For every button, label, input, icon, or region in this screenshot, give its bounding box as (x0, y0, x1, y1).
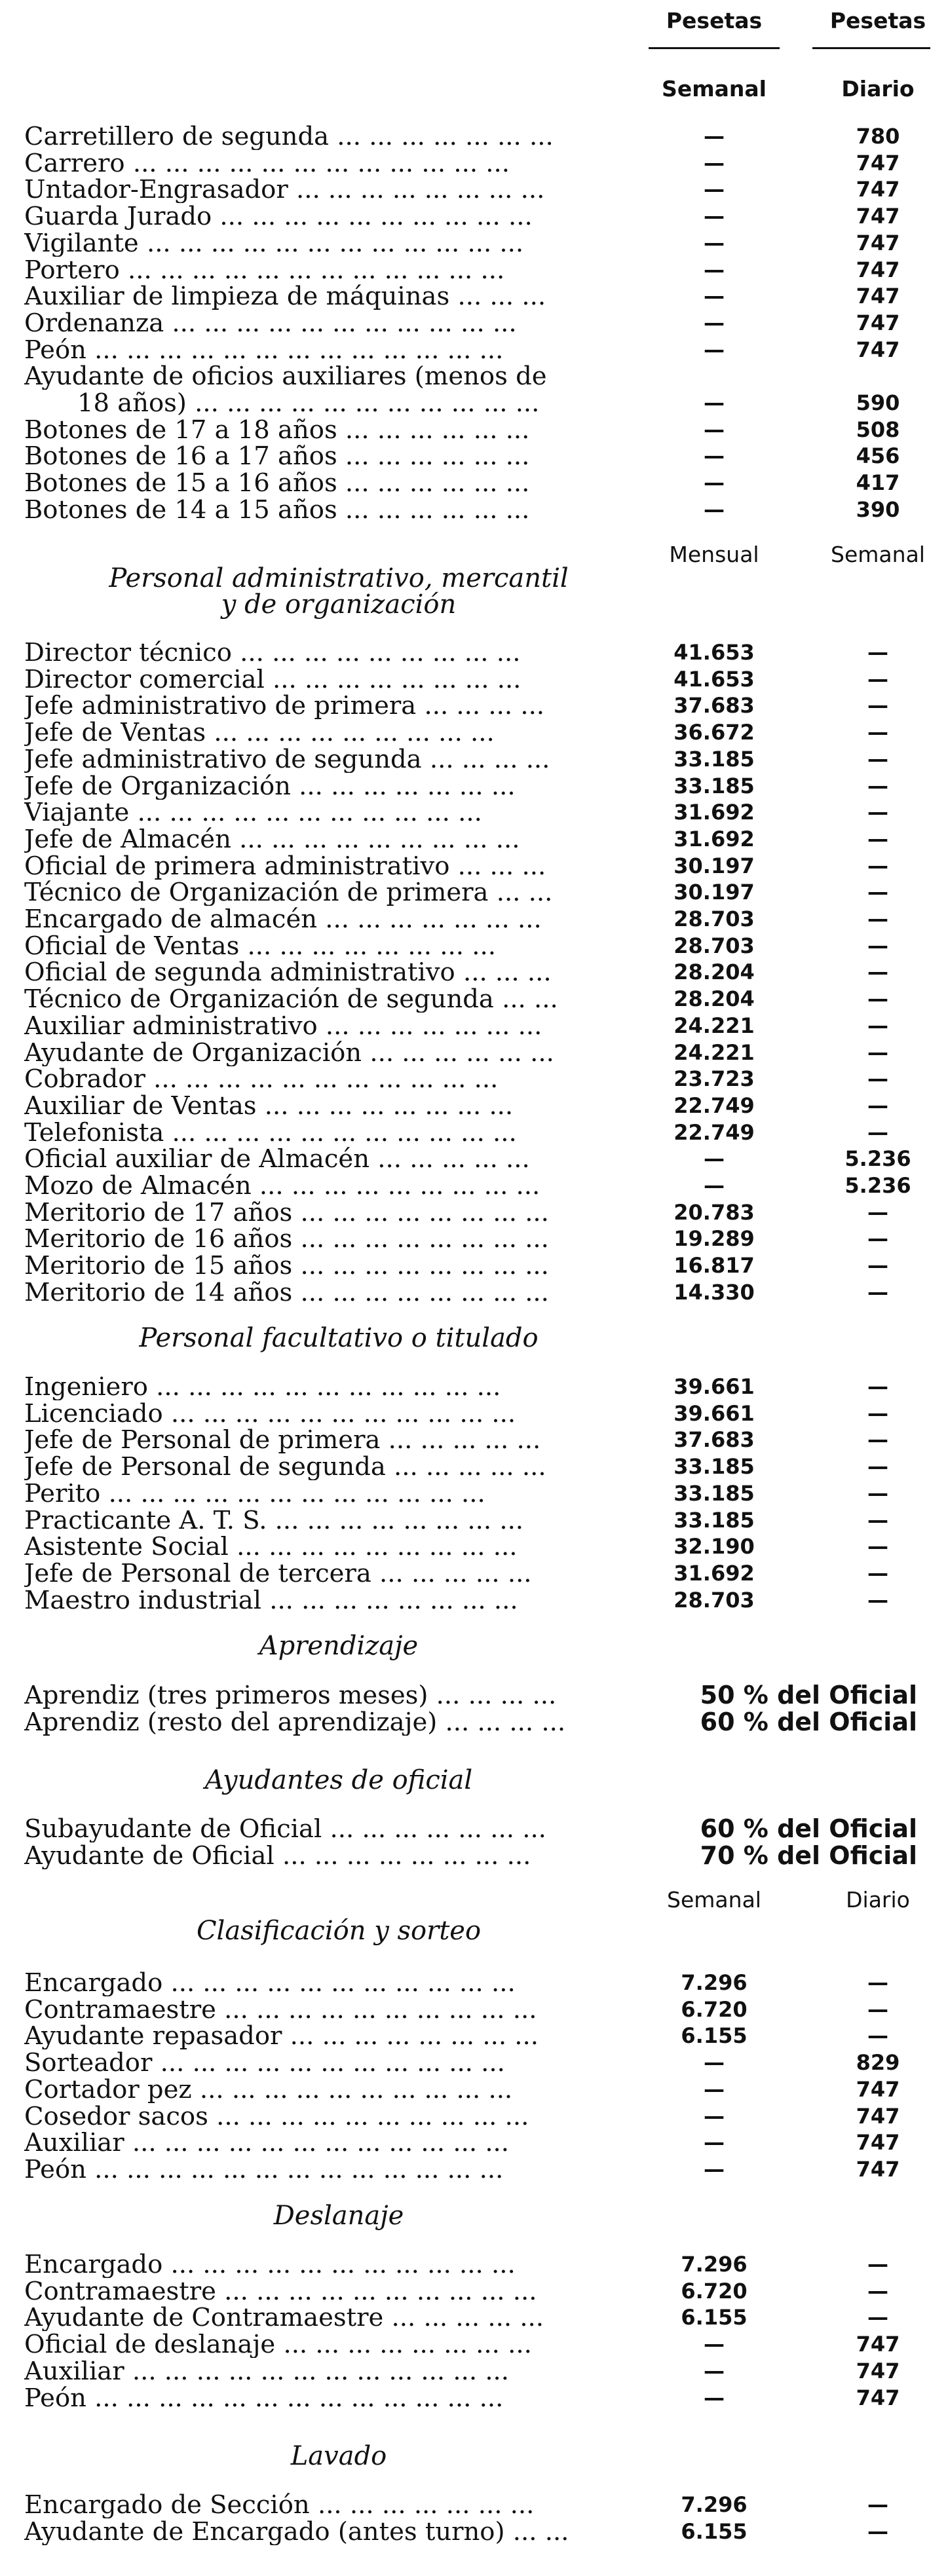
admin-row-label: Jefe de Organización ... ... ... ... ... ... ... (24, 772, 516, 800)
admin-row-label: Jefe de Ventas ... ... ... ... ... ... ... ... ... (24, 719, 495, 747)
admin-row-col1-value: 30.197 (673, 880, 755, 905)
clasificacion-row-label: Sorteador ... ... ... ... ... ... ... ... ... ... ... (24, 2049, 505, 2077)
admin-row-col2-value: — (867, 880, 888, 905)
clasificacion-row-col2-value: — (867, 2023, 888, 2049)
clasificacion-row-label: Ayudante repasador ... ... ... ... ... ... ... ... (24, 2023, 539, 2050)
admin-row-label: Oficial de primera administrativo ... ... ... (24, 852, 546, 880)
facultativo-row-col1-value: 33.185 (673, 1454, 755, 1480)
clasificacion-row-label: Contramaestre ... ... ... ... ... ... ... ... ... ... (24, 1996, 537, 2023)
operario-row-col2-value: 590 (856, 390, 900, 415)
admin-row-col2-value: — (867, 986, 888, 1012)
section-title-admin: Personal administrativo, mercantil (109, 563, 569, 593)
section-title-lavado: Lavado (290, 2441, 387, 2471)
admin-row-col2-value: — (867, 1092, 888, 1118)
admin-row-label: Director técnico ... ... ... ... ... ... ... ... ... (24, 639, 521, 666)
operario-row-col2-value: 747 (856, 204, 900, 229)
col2-header-rule (812, 47, 930, 49)
admin-row-label: Director comercial ... ... ... ... ... ... ... ... (24, 665, 521, 693)
admin-row-col1-value: — (704, 1146, 725, 1172)
admin-row-col2-value: — (867, 693, 888, 719)
facultativo-row-col2-value: — (867, 1507, 888, 1533)
section-title-clasificacion: Clasificación y sorteo (196, 1916, 482, 1946)
operario-row-label: Botones de 16 a 17 años ... ... ... ... ... ... (24, 443, 530, 470)
clasificacion-row-col1-value: 6.155 (681, 2023, 748, 2049)
facultativo-row-col2-value: — (867, 1534, 888, 1559)
facultativo-row-col1-value: 33.185 (673, 1480, 755, 1506)
admin-row-label: Oficial de segunda administrativo ... ... ... (24, 959, 552, 986)
facultativo-row-col1-value: 33.185 (673, 1507, 755, 1533)
admin-row-col2-value: — (867, 906, 888, 931)
admin-row-label: Meritorio de 17 años ... ... ... ... ... ... ... ... (24, 1199, 549, 1226)
facultativo-row-col2-value: — (867, 1454, 888, 1480)
facultativo-row-col1-value: 31.692 (673, 1560, 755, 1586)
section-title-deslanaje: Deslanaje (273, 2201, 404, 2231)
admin-row-col1-value: 33.185 (673, 773, 755, 798)
operario-row-col1-value: — (704, 470, 725, 496)
deslanaje-row-label: Oficial de deslanaje ... ... ... ... ... ... ... ... (24, 2331, 532, 2359)
aprendizaje-row-percentage: 60 % del Oficial (700, 1707, 917, 1736)
clasificacion-row-col1-value: — (704, 2076, 725, 2102)
admin-row-label: Jefe administrativo de segunda ... ... ... ... (24, 745, 550, 773)
clasificacion-row-col1-value: — (704, 2156, 725, 2182)
admin-row-col2-value: — (867, 1066, 888, 1092)
clasificacion-row-col2-value: 747 (856, 2130, 900, 2156)
clasificacion-row-col1-value: — (704, 2050, 725, 2076)
operario-row-col1-value: — (704, 443, 725, 469)
ayudantes-row-percentage: 60 % del Oficial (700, 1814, 917, 1843)
admin-row-col1-value: 33.185 (673, 746, 755, 772)
section-title-ayudantes: Ayudantes de oficial (204, 1765, 473, 1795)
lavado-row-label: Ayudante de Encargado (antes turno) ... ... (24, 2518, 569, 2545)
facultativo-row-label: Maestro industrial ... ... ... ... ... ... ... ... (24, 1586, 518, 1614)
operario-row-col1-value: — (704, 124, 725, 149)
clasificacion-row-col1-value: 7.296 (681, 1970, 748, 1995)
clasificacion-row-label: Cosedor sacos ... ... ... ... ... ... ... ... ... ... (24, 2102, 529, 2130)
facultativo-row-label: Perito ... ... ... ... ... ... ... ... ... ... ... ... (24, 1480, 485, 1507)
admin-col2-header: Semanal (831, 542, 925, 567)
operario-row-col1-value: — (704, 390, 725, 415)
admin-row-label: Técnico de Organización de primera ... ... (24, 879, 553, 906)
facultativo-row-col2-value: — (867, 1560, 888, 1586)
operario-row-col2-value: 456 (856, 443, 900, 469)
admin-row-label: Auxiliar de Ventas ... ... ... ... ... ... ... ... (24, 1092, 514, 1119)
operario-row-col2-value: 390 (856, 496, 900, 522)
col1-header-rule (649, 47, 780, 49)
operario-row-col2-value: 747 (856, 230, 900, 255)
col2-unit-header: Diario (841, 76, 915, 102)
section-title-aprendizaje: Aprendizaje (259, 1631, 419, 1661)
admin-row-col1-value: 24.221 (673, 1013, 755, 1038)
operario-row-col1-value: — (704, 177, 725, 202)
admin-row-col1-value: 37.683 (673, 693, 755, 719)
aprendizaje-row-label: Aprendiz (resto del aprendizaje) ... ... ... ... (24, 1708, 566, 1736)
admin-row-col2-value: — (867, 1119, 888, 1145)
deslanaje-row-col1-value: — (704, 2332, 725, 2357)
col2-currency-header: Pesetas (829, 8, 926, 33)
facultativo-row-col1-value: 39.661 (673, 1374, 755, 1399)
aprendizaje-row-label: Aprendiz (tres primeros meses) ... ... ... ... (24, 1682, 557, 1709)
admin-row-label: Oficial de Ventas ... ... ... ... ... ... ... ... (24, 932, 496, 960)
operario-row-label: Portero ... ... ... ... ... ... ... ... ... ... ... ... (24, 256, 505, 284)
admin-row-col2-value: — (867, 1279, 888, 1305)
admin-row-label: Meritorio de 16 años ... ... ... ... ... ... ... ... (24, 1225, 549, 1253)
deslanaje-row-col2-value: — (867, 2252, 888, 2277)
admin-row-col2-value: — (867, 640, 888, 665)
admin-row-label: Técnico de Organización de segunda ... ... (24, 986, 558, 1013)
operario-row-col1-value: — (704, 204, 725, 229)
admin-row-col1-value: 19.289 (673, 1226, 755, 1252)
col1-unit-header: Semanal (662, 76, 767, 102)
facultativo-row-col1-value: 28.703 (673, 1587, 755, 1613)
admin-row-label: Oficial auxiliar de Almacén ... ... ... ... ... (24, 1146, 530, 1173)
deslanaje-row-col1-value: 6.155 (681, 2305, 748, 2330)
deslanaje-row-col2-value: — (867, 2305, 888, 2330)
admin-row-col2-value: 5.236 (844, 1146, 911, 1172)
admin-row-col1-value: 36.672 (673, 720, 755, 745)
deslanaje-row-col1-value: 7.296 (681, 2252, 748, 2277)
admin-row-col2-value: — (867, 1039, 888, 1065)
admin-row-label: Encargado de almacén ... ... ... ... ... ... ... (24, 906, 542, 933)
facultativo-row-label: Practicante A. T. S. ... ... ... ... ... ... ... ... (24, 1506, 524, 1534)
admin-row-col1-value: 30.197 (673, 853, 755, 878)
clasificacion-row-label: Encargado ... ... ... ... ... ... ... ... ... ... ... (24, 1969, 516, 1996)
admin-row-col1-value: — (704, 1173, 725, 1198)
operario-row-label: 18 años) ... ... ... ... ... ... ... ... ... ... ... (77, 390, 540, 417)
operario-row-label: Auxiliar de limpieza de máquinas ... ... ... (24, 283, 546, 310)
clasificacion-row-col2-value: 747 (856, 2156, 900, 2182)
admin-row-col2-value: — (867, 826, 888, 851)
ayudantes-row-percentage: 70 % del Oficial (700, 1840, 917, 1870)
facultativo-row-label: Jefe de Personal de primera ... ... ... ... ... (24, 1427, 541, 1454)
deslanaje-row-col1-value: 6.720 (681, 2278, 748, 2304)
section-title-admin-cont: y de organización (221, 589, 457, 620)
facultativo-row-label: Jefe de Personal de segunda ... ... ... ... ... (24, 1453, 546, 1481)
admin-row-col1-value: 23.723 (673, 1066, 755, 1092)
admin-row-label: Jefe administrativo de primera ... ... ... ... (24, 692, 545, 720)
admin-row-col1-value: 16.817 (673, 1253, 755, 1279)
clasificacion-row-col1-value: — (704, 2103, 725, 2129)
clasificacion-row-label: Cortador pez ... ... ... ... ... ... ... ... ... ... (24, 2076, 513, 2103)
operario-row-label: Ordenanza ... ... ... ... ... ... ... ... ... ... ... (24, 309, 517, 337)
ayudantes-row-label: Ayudante de Oficial ... ... ... ... ... ... ... ... (24, 1842, 531, 1869)
lavado-row-col2-value: — (867, 2518, 888, 2544)
lavado-row-col2-value: — (867, 2492, 888, 2517)
operario-row-label: Botones de 15 a 16 años ... ... ... ... ... ... (24, 470, 530, 497)
admin-row-col1-value: 22.749 (673, 1092, 755, 1118)
admin-row-label: Viajante ... ... ... ... ... ... ... ... ... ... ... (24, 799, 482, 827)
deslanaje-row-col1-value: — (704, 2385, 725, 2410)
facultativo-row-col2-value: — (867, 1480, 888, 1506)
facultativo-row-col2-value: — (867, 1400, 888, 1426)
admin-row-col1-value: 28.204 (673, 960, 755, 985)
clasificacion-row-col2-value: 829 (856, 2050, 900, 2076)
admin-row-col1-value: 14.330 (673, 1279, 755, 1305)
admin-row-col1-value: 28.703 (673, 933, 755, 958)
operario-row-col1-value: — (704, 230, 725, 255)
operario-row-label: Ayudante de oficios auxiliares (menos de (24, 363, 547, 390)
admin-row-col2-value: — (867, 853, 888, 878)
lavado-row-col1-value: 7.296 (681, 2492, 748, 2517)
admin-row-col1-value: 31.692 (673, 800, 755, 825)
operario-row-label: Peón ... ... ... ... ... ... ... ... ... ... ... ... ... (24, 336, 504, 364)
operario-row-label: Carretillero de segunda ... ... ... ... ... ... ... (24, 123, 554, 150)
clasificacion-row-col1-value: 6.720 (681, 1996, 748, 2022)
deslanaje-row-col1-value: — (704, 2358, 725, 2383)
deslanaje-row-label: Encargado ... ... ... ... ... ... ... ... ... ... ... (24, 2251, 516, 2278)
deslanaje-row-col2-value: 747 (856, 2358, 900, 2383)
admin-row-label: Meritorio de 15 años ... ... ... ... ... ... ... ... (24, 1252, 549, 1280)
facultativo-row-col1-value: 39.661 (673, 1400, 755, 1426)
operario-row-col2-value: 508 (856, 417, 900, 442)
operario-row-label: Botones de 14 a 15 años ... ... ... ... ... ... (24, 496, 530, 523)
clasificacion-row-col1-value: — (704, 2130, 725, 2156)
admin-row-col2-value: — (867, 933, 888, 958)
col1-currency-header: Pesetas (666, 8, 763, 33)
operario-row-col1-value: — (704, 417, 725, 442)
clasificacion-row-col2-value: — (867, 1970, 888, 1995)
admin-row-col2-value: — (867, 720, 888, 745)
operario-row-col2-value: 747 (856, 337, 900, 362)
facultativo-row-label: Asistente Social ... ... ... ... ... ... ... ... ... (24, 1533, 518, 1561)
operario-row-label: Botones de 17 a 18 años ... ... ... ... ... ... (24, 416, 530, 443)
clasif-col1-header: Semanal (667, 1887, 761, 1913)
operario-row-col2-value: 780 (856, 124, 900, 149)
admin-col1-header: Mensual (669, 542, 759, 567)
admin-row-col1-value: 41.653 (673, 640, 755, 665)
deslanaje-row-label: Auxiliar ... ... ... ... ... ... ... ... ... ... ... ... (24, 2357, 510, 2385)
deslanaje-row-col2-value: 747 (856, 2385, 900, 2410)
operario-row-label: Untador-Engrasador ... ... ... ... ... ... ... ... (24, 176, 545, 204)
clasificacion-row-label: Peón ... ... ... ... ... ... ... ... ... ... ... ... ... (24, 2156, 504, 2183)
admin-row-col1-value: 28.703 (673, 906, 755, 931)
facultativo-row-col2-value: — (867, 1587, 888, 1613)
admin-row-label: Auxiliar administrativo ... ... ... ... ... ... ... (24, 1012, 542, 1039)
operario-row-col1-value: — (704, 337, 725, 362)
operario-row-label: Vigilante ... ... ... ... ... ... ... ... ... ... ... ... (24, 229, 524, 257)
operario-row-col2-value: 747 (856, 310, 900, 335)
admin-row-col1-value: 41.653 (673, 666, 755, 692)
admin-row-label: Meritorio de 14 años ... ... ... ... ... ... ... ... (24, 1279, 549, 1306)
admin-row-col1-value: 20.783 (673, 1199, 755, 1225)
admin-row-col2-value: — (867, 666, 888, 692)
admin-row-col2-value: 5.236 (844, 1173, 911, 1198)
lavado-row-label: Encargado de Sección ... ... ... ... ... ... ... (24, 2492, 535, 2518)
admin-row-label: Mozo de Almacén ... ... ... ... ... ... ... ... ... (24, 1172, 540, 1199)
ayudantes-row-label: Subayudante de Oficial ... ... ... ... ... ... ... (24, 1816, 546, 1842)
deslanaje-row-col2-value: — (867, 2278, 888, 2304)
operario-row-col1-value: — (704, 257, 725, 282)
operario-row-col1-value: — (704, 284, 725, 309)
facultativo-row-col2-value: — (867, 1427, 888, 1453)
operario-row-col1-value: — (704, 310, 725, 335)
admin-row-col1-value: 24.221 (673, 1039, 755, 1065)
operario-row-col2-value: 747 (856, 257, 900, 282)
operario-row-label: Guarda Jurado ... ... ... ... ... ... ... ... ... ... (24, 203, 533, 231)
operario-row-col1-value: — (704, 496, 725, 522)
admin-row-col1-value: 31.692 (673, 826, 755, 851)
aprendizaje-row-percentage: 50 % del Oficial (700, 1681, 917, 1709)
admin-row-col2-value: — (867, 960, 888, 985)
admin-row-col1-value: 28.204 (673, 986, 755, 1012)
deslanaje-row-label: Peón ... ... ... ... ... ... ... ... ... ... ... ... ... (24, 2384, 504, 2412)
admin-row-col2-value: — (867, 800, 888, 825)
operario-row-col1-value: — (704, 150, 725, 176)
lavado-row-col1-value: 6.155 (681, 2518, 748, 2544)
operario-row-col2-value: 417 (856, 470, 900, 496)
operario-row-col2-value: 747 (856, 150, 900, 176)
facultativo-row-label: Ingeniero ... ... ... ... ... ... ... ... ... ... ... (24, 1373, 501, 1400)
facultativo-row-col1-value: 37.683 (673, 1427, 755, 1453)
admin-row-label: Telefonista ... ... ... ... ... ... ... ... ... ... ... (24, 1119, 517, 1146)
admin-row-label: Ayudante de Organización ... ... ... ... ... ... (24, 1039, 554, 1066)
deslanaje-row-label: Contramaestre ... ... ... ... ... ... ... ... ... ... (24, 2277, 537, 2305)
facultativo-row-label: Jefe de Personal de tercera ... ... ... ... ... (24, 1559, 532, 1587)
operario-row-label: Carrero ... ... ... ... ... ... ... ... ... ... ... ... (24, 149, 510, 177)
deslanaje-row-label: Ayudante de Contramaestre ... ... ... ... ... (24, 2304, 544, 2332)
admin-row-label: Cobrador ... ... ... ... ... ... ... ... ... ... ... (24, 1066, 499, 1093)
admin-row-col2-value: — (867, 1253, 888, 1279)
admin-row-col2-value: — (867, 1013, 888, 1038)
clasificacion-row-label: Auxiliar ... ... ... ... ... ... ... ... ... ... ... ... (24, 2129, 510, 2157)
operario-row-col2-value: 747 (856, 177, 900, 202)
admin-row-col2-value: — (867, 1226, 888, 1252)
admin-row-col2-value: — (867, 773, 888, 798)
admin-row-label: Jefe de Almacén ... ... ... ... ... ... ... ... ... (24, 825, 520, 853)
facultativo-row-label: Licenciado ... ... ... ... ... ... ... ... ... ... ... (24, 1400, 516, 1427)
facultativo-row-col2-value: — (867, 1374, 888, 1399)
clasificacion-row-col2-value: 747 (856, 2103, 900, 2129)
admin-row-col2-value: — (867, 1199, 888, 1225)
operario-row-col2-value: 747 (856, 284, 900, 309)
clasificacion-row-col2-value: — (867, 1996, 888, 2022)
clasificacion-row-col2-value: 747 (856, 2076, 900, 2102)
admin-row-col2-value: — (867, 746, 888, 772)
admin-row-col1-value: 22.749 (673, 1119, 755, 1145)
section-title-facultativo: Personal facultativo o titulado (139, 1323, 539, 1353)
clasif-col2-header: Diario (846, 1887, 910, 1913)
facultativo-row-col1-value: 32.190 (673, 1534, 755, 1559)
deslanaje-row-col2-value: 747 (856, 2332, 900, 2357)
